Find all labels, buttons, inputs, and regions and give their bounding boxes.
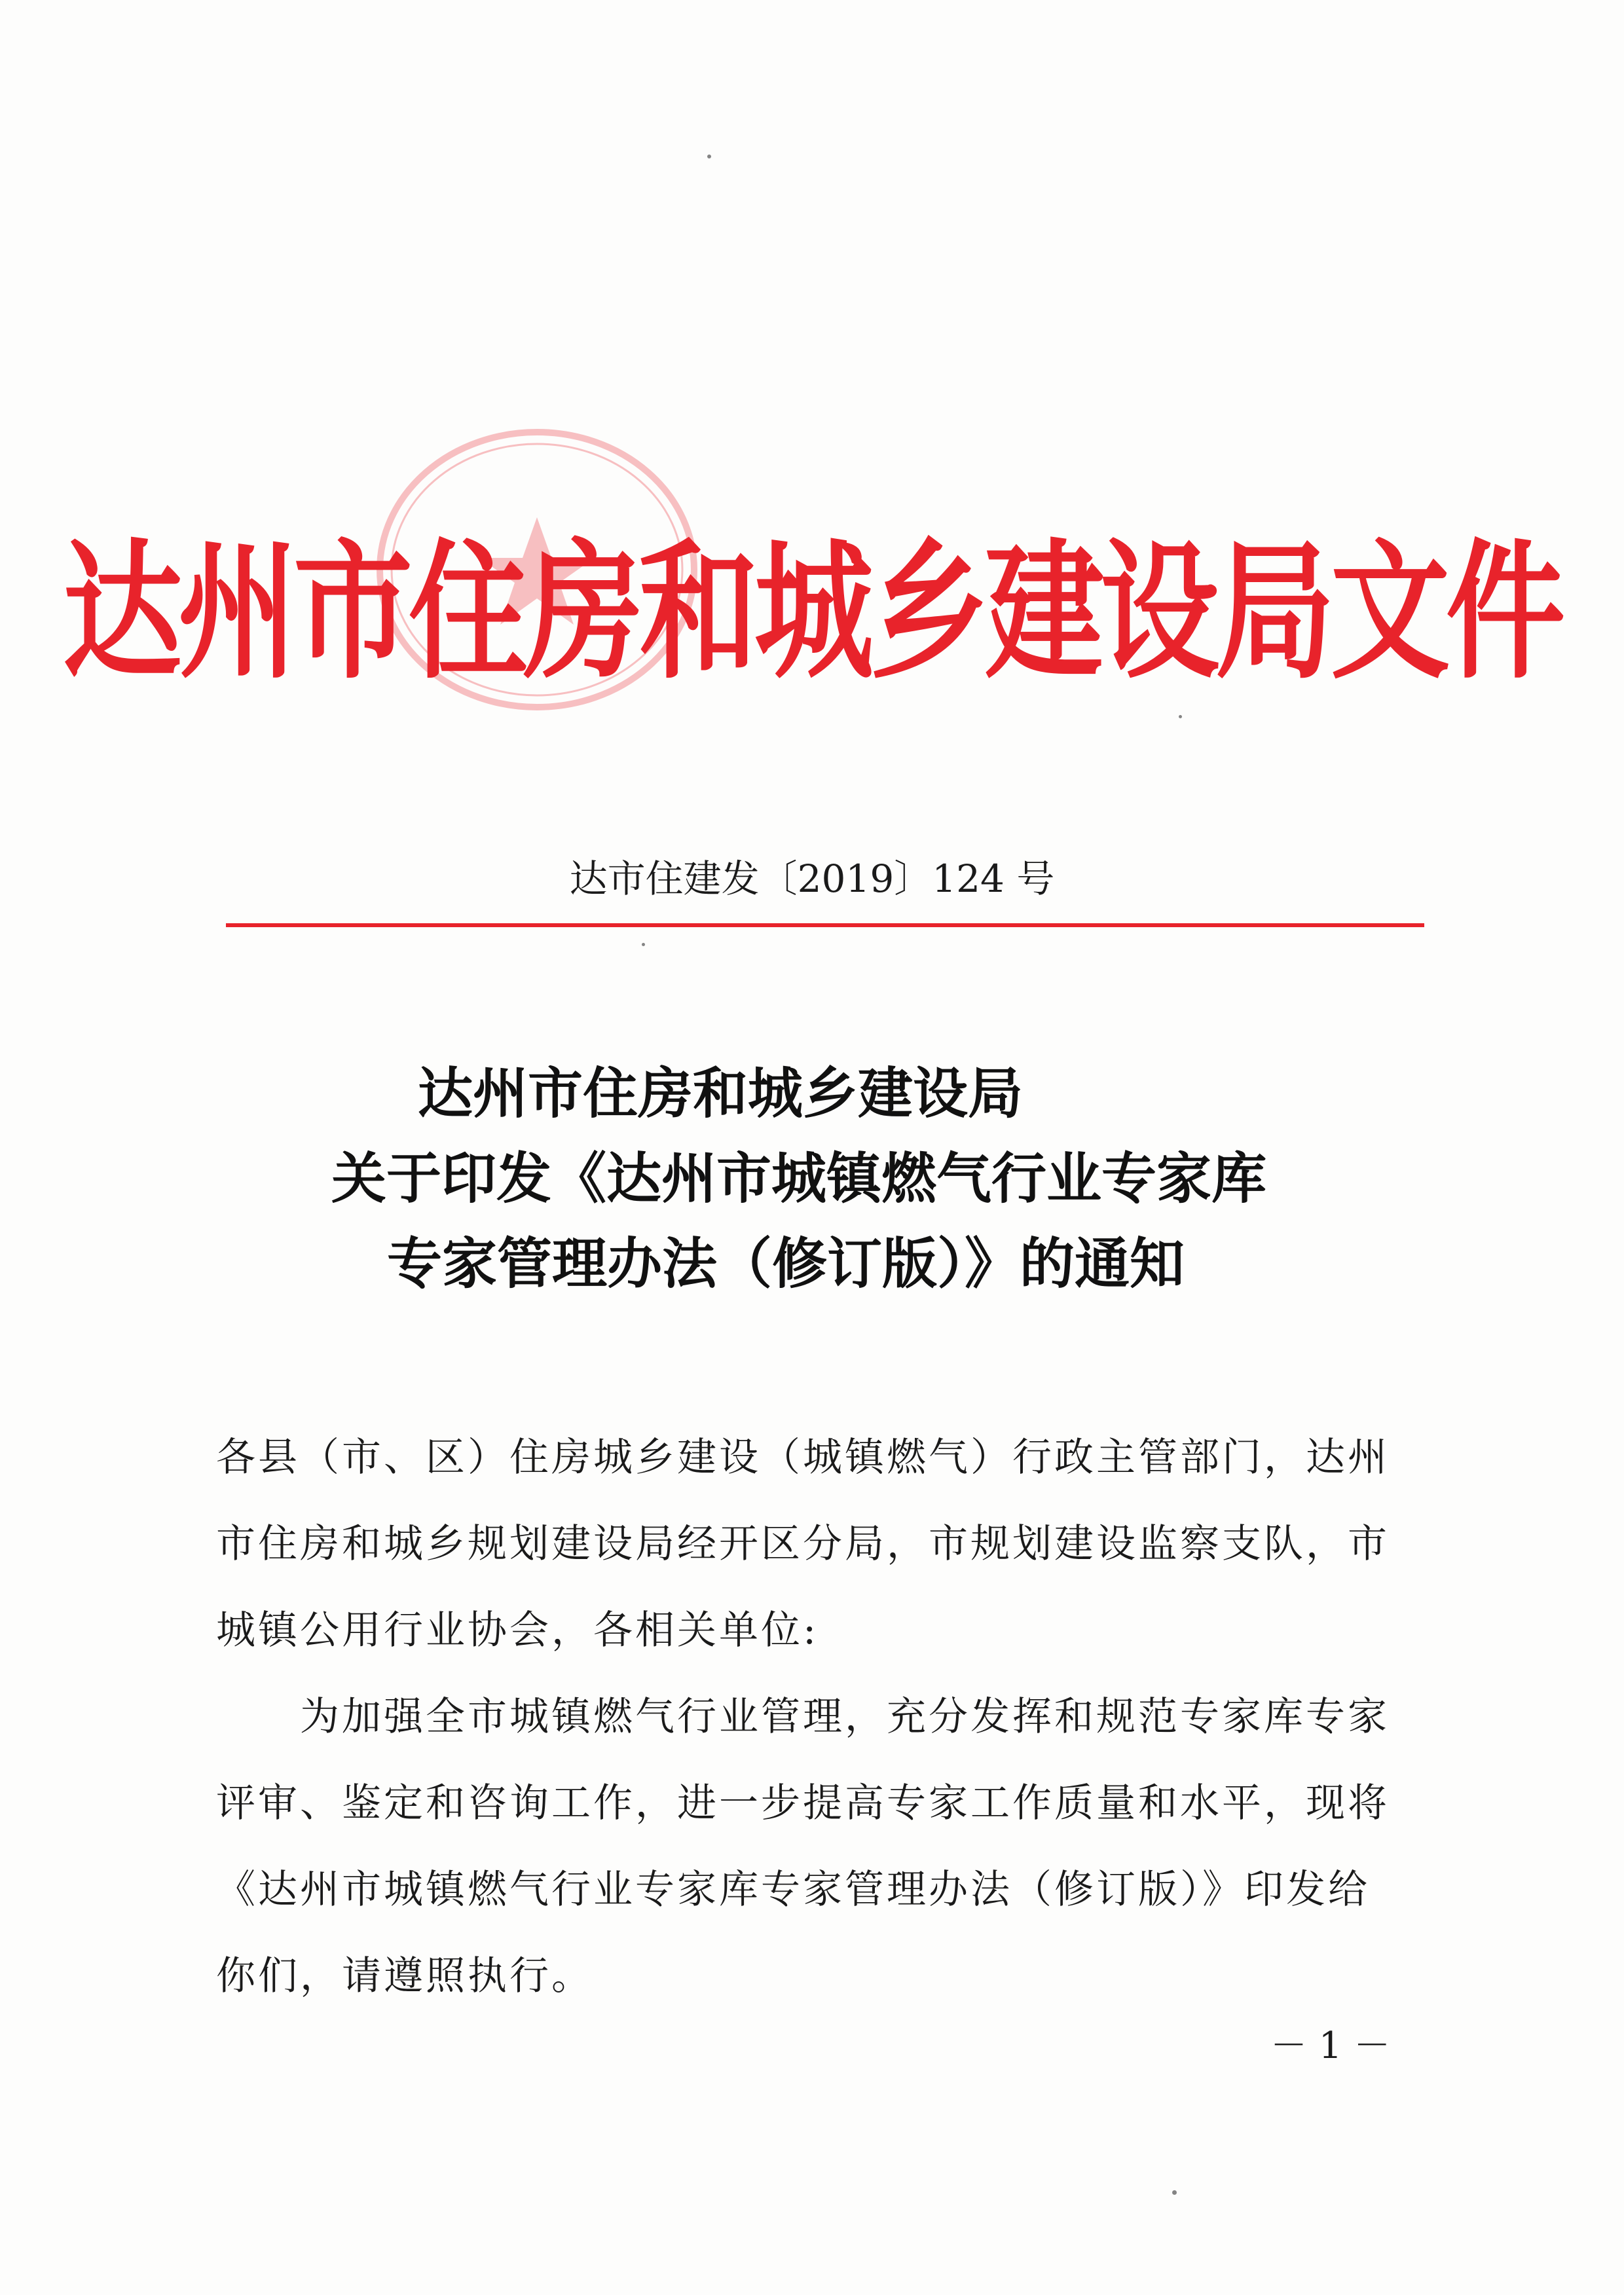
notice-title-line-3: 专家管理办法（修订版）》的通知 <box>386 1232 1185 1296</box>
page-number: － 1 － <box>1270 2025 1391 2067</box>
notice-title-line-2: 关于印发《达州市城镇燃气行业专家库 <box>331 1147 1266 1211</box>
body-line: 市住房和城乡规划建设局经开区分局，市规划建设监察支队，市 <box>216 1521 1390 1567</box>
scan-speck <box>1179 715 1182 718</box>
body-line: 你们，请遵照执行。 <box>216 1953 593 1999</box>
masthead-title: 达州市住房和城乡建设局文件 <box>63 525 1561 699</box>
scan-speck <box>1172 2190 1177 2195</box>
body-line: 为加强全市城镇燃气行业管理，充分发挥和规范专家库专家 <box>216 1694 1390 1740</box>
document-number: 达市住建发〔2019〕124 号 <box>569 856 1055 901</box>
notice-title-line-1: 达州市住房和城乡建设局 <box>417 1061 1023 1126</box>
body-line: 各县（市、区）住房城乡建设（城镇燃气）行政主管部门，达州 <box>216 1435 1390 1480</box>
scan-speck <box>642 943 645 946</box>
body-line: 《达州市城镇燃气行业专家库专家管理办法（修订版）》印发给 <box>216 1867 1370 1913</box>
scan-speck <box>707 155 711 158</box>
body-line: 城镇公用行业协会，各相关单位: <box>216 1607 819 1653</box>
body-line: 评审、鉴定和咨询工作，进一步提高专家工作质量和水平，现将 <box>216 1780 1390 1826</box>
red-divider-line <box>226 923 1424 927</box>
